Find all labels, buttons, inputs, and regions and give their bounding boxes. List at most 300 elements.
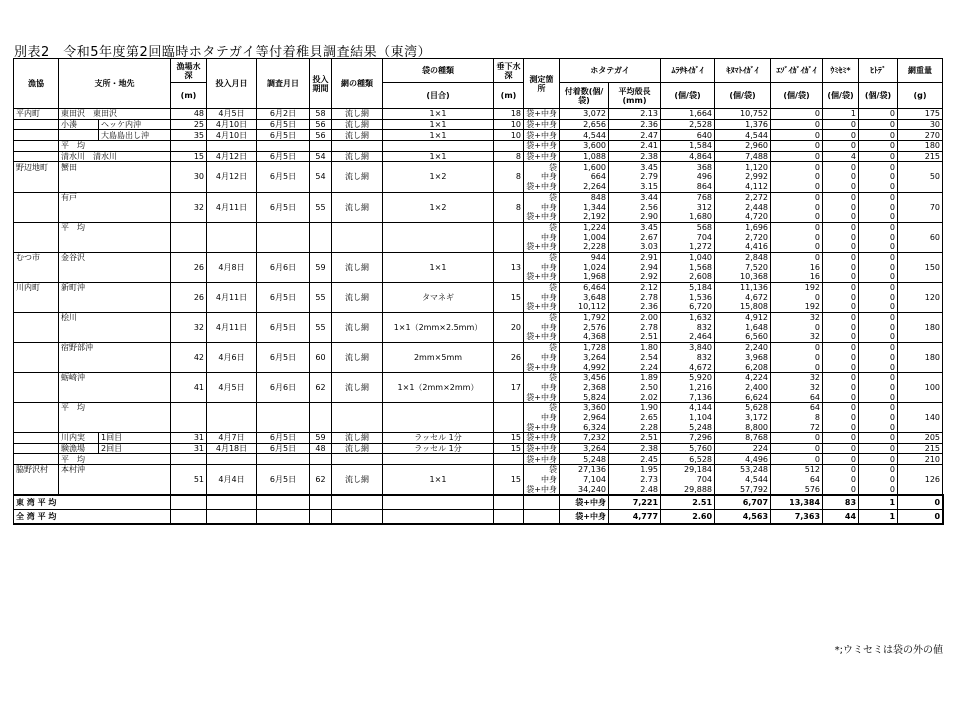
weight-cell xyxy=(898,484,943,495)
depth-cell: 26 xyxy=(171,262,207,272)
fishery-cell xyxy=(14,392,59,402)
kinmatoi-cell: 2,272 xyxy=(715,192,771,202)
length-cell: 2.51 xyxy=(661,495,715,510)
date-in-cell xyxy=(207,182,257,192)
branch-cell xyxy=(59,484,171,495)
murasaki-cell: 2,608 xyxy=(661,272,715,282)
hitode-cell: 0 xyxy=(859,222,898,232)
bag-cell: 1×1 xyxy=(383,109,494,120)
period-cell xyxy=(310,232,332,242)
period-cell: 58 xyxy=(310,109,332,120)
net-cell xyxy=(332,484,383,495)
length-cell: 2.65 xyxy=(609,413,661,423)
hitode-cell: 0 xyxy=(859,282,898,292)
length-cell: 2.78 xyxy=(609,292,661,302)
hang-depth-cell xyxy=(494,484,524,495)
bag-cell: 1×1 xyxy=(383,119,494,130)
depth-cell xyxy=(171,342,207,352)
period-cell xyxy=(310,392,332,402)
weight-cell xyxy=(898,402,943,412)
depth-cell xyxy=(171,212,207,222)
location-cell: 袋+中身 xyxy=(524,362,560,372)
bag-cell: タマネギ xyxy=(383,292,494,302)
table-row xyxy=(14,212,944,222)
umisemi-cell: 0 xyxy=(823,282,859,292)
murasaki-cell: 6,528 xyxy=(661,454,715,465)
length-cell: 1.89 xyxy=(609,372,661,382)
weight-cell: 50 xyxy=(898,172,943,182)
murasaki-cell: 1,040 xyxy=(661,252,715,262)
ezoiga-cell: 16 xyxy=(771,272,823,282)
header-unit-weight: (g) xyxy=(898,83,943,109)
ezoiga-cell: 0 xyxy=(771,212,823,222)
length-cell: 2.13 xyxy=(609,109,661,120)
count-cell: 10,112 xyxy=(560,302,609,312)
ezoiga-cell: 0 xyxy=(771,109,823,120)
hang-depth-cell: 17 xyxy=(494,383,524,393)
ezoiga-cell: 0 xyxy=(771,342,823,352)
branch-cell xyxy=(59,353,171,363)
depth-cell: 31 xyxy=(171,443,207,454)
ezoiga-cell: 0 xyxy=(771,252,823,262)
ezoiga-cell: 0 xyxy=(771,433,823,444)
branch-cell xyxy=(59,262,171,272)
bag-cell xyxy=(383,392,494,402)
depth-cell xyxy=(171,332,207,342)
depth-cell xyxy=(171,222,207,232)
empty-cell xyxy=(524,510,560,525)
location-cell: 中身 xyxy=(524,292,560,302)
length-cell: 1.90 xyxy=(609,402,661,412)
murasaki-cell: 5,920 xyxy=(661,372,715,382)
net-cell: 流し網 xyxy=(332,475,383,485)
umisemi-cell: 0 xyxy=(823,272,859,282)
period-cell: 55 xyxy=(310,202,332,212)
kinmatoi-cell: 1,696 xyxy=(715,222,771,232)
bag-cell: 1×1（2mm×2.5mm） xyxy=(383,322,494,332)
date-in-cell xyxy=(207,232,257,242)
bag-cell xyxy=(383,222,494,232)
ezoiga-cell: 8 xyxy=(771,413,823,423)
bag-cell: 2mm×5mm xyxy=(383,353,494,363)
hang-depth-cell xyxy=(494,272,524,282)
depth-cell: 41 xyxy=(171,383,207,393)
length-cell: 2.00 xyxy=(609,312,661,322)
date-survey-cell xyxy=(257,454,310,465)
location-cell: 袋+中身 xyxy=(524,332,560,342)
location-cell: 袋+中身 xyxy=(524,272,560,282)
date-in-cell: 4月10日 xyxy=(207,119,257,130)
table-row xyxy=(14,109,944,120)
murasaki-cell: 1,536 xyxy=(661,292,715,302)
period-cell xyxy=(310,141,332,152)
date-survey-cell xyxy=(257,162,310,172)
location-cell: 袋+中身 xyxy=(524,454,560,465)
empty-cell xyxy=(257,510,310,525)
date-survey-cell: 6月5日 xyxy=(257,151,310,162)
weight-cell xyxy=(898,252,943,262)
fishery-cell xyxy=(14,202,59,212)
ezoiga-cell: 32 xyxy=(771,383,823,393)
kinmatoi-cell: 53,248 xyxy=(715,465,771,475)
length-cell: 2.41 xyxy=(609,141,661,152)
net-cell: 流し網 xyxy=(332,151,383,162)
length-cell: 2.38 xyxy=(609,151,661,162)
empty-cell xyxy=(171,495,207,510)
hitode-cell: 0 xyxy=(859,465,898,475)
length-cell: 2.24 xyxy=(609,362,661,372)
date-in-cell: 4月4日 xyxy=(207,475,257,485)
fishery-cell xyxy=(14,222,59,232)
hitode-cell: 0 xyxy=(859,362,898,372)
branch-cell xyxy=(59,272,171,282)
ezoiga-cell: 0 xyxy=(771,222,823,232)
date-survey-cell xyxy=(257,362,310,372)
branch-cell: 蛎崎沖 xyxy=(59,372,171,382)
date-in-cell xyxy=(207,312,257,322)
date-in-cell xyxy=(207,454,257,465)
branch-cell: 験漁場 xyxy=(59,443,99,454)
hang-depth-cell xyxy=(494,372,524,382)
fishery-cell xyxy=(14,272,59,282)
date-in-cell xyxy=(207,212,257,222)
bag-cell xyxy=(383,413,494,423)
ezoiga-cell: 83 xyxy=(823,495,859,510)
fishery-cell: 川内町 xyxy=(14,282,59,292)
branch-cell xyxy=(59,332,171,342)
length-cell: 1.95 xyxy=(609,465,661,475)
hitode-cell: 0 xyxy=(859,342,898,352)
location-cell: 袋 xyxy=(524,372,560,382)
net-cell: 流し網 xyxy=(332,292,383,302)
table-row xyxy=(14,141,944,152)
date-survey-cell xyxy=(257,422,310,432)
fishery-cell xyxy=(14,443,59,454)
hang-depth-cell xyxy=(494,212,524,222)
murasaki-cell: 1,568 xyxy=(661,262,715,272)
date-survey-cell xyxy=(257,413,310,423)
period-cell xyxy=(310,413,332,423)
hitode-cell: 0 xyxy=(859,302,898,312)
period-cell: 56 xyxy=(310,130,332,141)
depth-cell xyxy=(171,242,207,252)
ezoiga-cell: 0 xyxy=(771,151,823,162)
count-cell: 34,240 xyxy=(560,484,609,495)
depth-cell xyxy=(171,422,207,432)
location-cell: 袋+中身 xyxy=(524,242,560,252)
table-row xyxy=(14,292,944,302)
weight-cell: 150 xyxy=(898,262,943,272)
branch-cell xyxy=(59,322,171,332)
weight-cell: 215 xyxy=(898,151,943,162)
count-cell: 7,221 xyxy=(609,495,661,510)
location-cell: 中身 xyxy=(524,475,560,485)
bag-cell: 1×2 xyxy=(383,202,494,212)
depth-cell xyxy=(171,252,207,262)
murasaki-cell: 7,136 xyxy=(661,392,715,402)
location-cell: 袋+中身 xyxy=(524,119,560,130)
umisemi-cell: 0 xyxy=(823,443,859,454)
header-location: 測定箇所 xyxy=(524,59,560,109)
header-scallop: ホタテガイ xyxy=(560,59,661,83)
hang-depth-cell xyxy=(494,402,524,412)
ezoiga-cell: 0 xyxy=(771,292,823,302)
bag-cell: 1×1 xyxy=(383,475,494,485)
umisemi-cell: 0 xyxy=(823,484,859,495)
weight-cell xyxy=(943,495,944,510)
kinmatoi-cell: 2,240 xyxy=(715,342,771,352)
hang-depth-cell: 20 xyxy=(494,322,524,332)
hang-depth-cell xyxy=(494,332,524,342)
location-cell: 袋+中身 xyxy=(524,182,560,192)
branch-cell: 平 均 xyxy=(59,222,171,232)
bag-cell: 1×1 xyxy=(383,151,494,162)
period-cell: 62 xyxy=(310,383,332,393)
date-survey-cell: 6月5日 xyxy=(257,475,310,485)
date-in-cell: 4月12日 xyxy=(207,172,257,182)
kinmatoi-cell: 8,800 xyxy=(715,422,771,432)
kinmatoi-cell: 2,960 xyxy=(715,141,771,152)
ezoiga-cell: 0 xyxy=(771,232,823,242)
hitode-cell: 0 xyxy=(859,119,898,130)
weight-cell: 30 xyxy=(898,119,943,130)
header-length: 平均殻長(mm) xyxy=(609,83,661,109)
umisemi-cell: 1 xyxy=(859,510,898,525)
hang-depth-cell: 26 xyxy=(494,353,524,363)
footnote: *;ウミセミは袋の外の値 xyxy=(834,645,943,656)
weight-cell: 215 xyxy=(898,443,943,454)
bag-cell xyxy=(383,212,494,222)
period-cell xyxy=(310,242,332,252)
depth-cell: 35 xyxy=(171,130,207,141)
ezoiga-cell: 0 xyxy=(771,192,823,202)
fishery-cell xyxy=(14,242,59,252)
count-cell: 1,600 xyxy=(560,162,609,172)
empty-cell xyxy=(207,510,257,525)
umisemi-cell: 0 xyxy=(823,402,859,412)
depth-cell xyxy=(171,392,207,402)
location-cell: 袋 xyxy=(524,222,560,232)
table-row xyxy=(14,362,944,372)
header-kinmatoi: ｷﾇﾏﾄｲｶﾞｲ xyxy=(715,59,771,83)
murasaki-cell: 29,184 xyxy=(661,465,715,475)
count-cell: 1,004 xyxy=(560,232,609,242)
hang-depth-cell xyxy=(494,252,524,262)
ezoiga-cell: 0 xyxy=(771,202,823,212)
hang-depth-cell xyxy=(494,282,524,292)
date-in-cell: 4月11日 xyxy=(207,322,257,332)
kinmatoi-cell: 4,544 xyxy=(715,130,771,141)
ezoiga-cell: 0 xyxy=(771,182,823,192)
kinmatoi-cell: 10,752 xyxy=(715,109,771,120)
ezoiga-cell: 192 xyxy=(771,302,823,312)
kinmatoi-cell: 7,520 xyxy=(715,262,771,272)
bag-cell: ラッセル 1分 xyxy=(383,433,494,444)
hang-depth-cell: 15 xyxy=(494,443,524,454)
branch-cell: 有戸 xyxy=(59,192,171,202)
length-cell: 3.45 xyxy=(609,222,661,232)
kinmatoi-cell: 6,624 xyxy=(715,392,771,402)
bag-cell xyxy=(383,402,494,412)
fishery-cell xyxy=(14,151,59,162)
fishery-cell xyxy=(14,484,59,495)
weight-cell: 180 xyxy=(898,322,943,332)
bag-cell xyxy=(383,162,494,172)
murasaki-cell: 832 xyxy=(661,322,715,332)
header-date-survey: 調査月日 xyxy=(257,59,310,109)
murasaki-cell: 6,707 xyxy=(715,495,771,510)
table-row xyxy=(14,119,944,130)
ezoiga-cell: 0 xyxy=(771,322,823,332)
location-cell: 中身 xyxy=(524,232,560,242)
branch-cell xyxy=(59,130,99,141)
date-in-cell xyxy=(207,465,257,475)
location-cell: 袋+中身 xyxy=(524,302,560,312)
ezoiga-cell: 64 xyxy=(771,475,823,485)
net-cell: 流し網 xyxy=(332,443,383,454)
date-survey-cell xyxy=(257,312,310,322)
murasaki-cell: 704 xyxy=(661,232,715,242)
branch-cell xyxy=(59,292,171,302)
kinmatoi-cell: 4,672 xyxy=(715,292,771,302)
count-cell: 3,072 xyxy=(560,109,609,120)
count-cell: 6,324 xyxy=(560,422,609,432)
bag-cell: 1×2 xyxy=(383,172,494,182)
length-cell: 3.15 xyxy=(609,182,661,192)
depth-cell: 30 xyxy=(171,172,207,182)
date-in-cell: 4月18日 xyxy=(207,443,257,454)
umisemi-cell: 0 xyxy=(823,353,859,363)
kinmatoi-cell: 13,384 xyxy=(771,495,823,510)
depth-cell: 32 xyxy=(171,202,207,212)
depth-cell: 15 xyxy=(171,151,207,162)
fishery-cell xyxy=(14,402,59,412)
kinmatoi-cell: 8,768 xyxy=(715,433,771,444)
fishery-cell xyxy=(14,232,59,242)
date-in-cell xyxy=(207,342,257,352)
weight-cell xyxy=(898,192,943,202)
period-cell xyxy=(310,372,332,382)
umisemi-cell: 0 xyxy=(823,222,859,232)
bag-cell: 1×1（2mm×2mm） xyxy=(383,383,494,393)
period-cell xyxy=(310,484,332,495)
hitode-cell: 0 xyxy=(859,443,898,454)
kinmatoi-cell: 4,112 xyxy=(715,182,771,192)
weight-cell xyxy=(898,312,943,322)
hang-depth-cell xyxy=(494,312,524,322)
date-survey-cell xyxy=(257,182,310,192)
murasaki-cell: 832 xyxy=(661,353,715,363)
umisemi-cell: 0 xyxy=(823,252,859,262)
fishery-cell xyxy=(14,172,59,182)
net-cell xyxy=(332,302,383,312)
net-cell xyxy=(332,342,383,352)
location-cell: 中身 xyxy=(524,353,560,363)
date-in-cell: 4月5日 xyxy=(207,109,257,120)
net-cell: 流し網 xyxy=(332,383,383,393)
umisemi-cell: 0 xyxy=(823,362,859,372)
header-hitode: ﾋﾄﾃﾞ xyxy=(859,59,898,83)
bag-cell xyxy=(383,302,494,312)
header-depth-unit: (m) xyxy=(171,83,207,109)
period-cell: 48 xyxy=(310,443,332,454)
location-cell: 袋 xyxy=(524,192,560,202)
murasaki-cell: 312 xyxy=(661,202,715,212)
umisemi-cell: 0 xyxy=(823,322,859,332)
header-count: 付着数(個/袋) xyxy=(560,83,609,109)
location-cell: 袋+中身 xyxy=(524,141,560,152)
net-cell: 流し網 xyxy=(332,433,383,444)
umisemi-cell: 0 xyxy=(823,302,859,312)
location-cell: 中身 xyxy=(524,413,560,423)
bag-cell xyxy=(383,312,494,322)
depth-cell: 48 xyxy=(171,109,207,120)
fishery-cell xyxy=(14,422,59,432)
fishery-cell xyxy=(14,362,59,372)
kinmatoi-cell: 11,136 xyxy=(715,282,771,292)
umisemi-cell: 0 xyxy=(823,192,859,202)
weight-cell: 100 xyxy=(898,383,943,393)
location-cell: 袋+中身 xyxy=(524,433,560,444)
murasaki-cell: 4,672 xyxy=(661,362,715,372)
umisemi-cell: 0 xyxy=(823,182,859,192)
hitode-cell: 0 xyxy=(859,332,898,342)
bag-cell xyxy=(383,422,494,432)
empty-cell xyxy=(332,495,383,510)
hitode-cell: 0 xyxy=(859,312,898,322)
kinmatoi-cell: 7,488 xyxy=(715,151,771,162)
date-in-cell xyxy=(207,372,257,382)
period-cell: 60 xyxy=(310,353,332,363)
murasaki-cell: 5,248 xyxy=(661,422,715,432)
net-cell xyxy=(332,465,383,475)
hitode-cell: 0 xyxy=(859,454,898,465)
weight-cell: 70 xyxy=(898,202,943,212)
date-survey-cell xyxy=(257,252,310,262)
ezoiga-cell: 32 xyxy=(771,312,823,322)
count-cell: 2,964 xyxy=(560,413,609,423)
bag-cell xyxy=(383,465,494,475)
table-row xyxy=(14,443,944,454)
date-in-cell xyxy=(207,484,257,495)
kinmatoi-cell: 3,968 xyxy=(715,353,771,363)
hang-depth-cell xyxy=(494,232,524,242)
date-survey-cell xyxy=(257,192,310,202)
net-cell: 流し網 xyxy=(332,202,383,212)
period-cell: 54 xyxy=(310,172,332,182)
bag-cell xyxy=(383,242,494,252)
weight-cell xyxy=(898,222,943,232)
date-in-cell: 4月11日 xyxy=(207,202,257,212)
bag-cell xyxy=(383,372,494,382)
period-cell xyxy=(310,182,332,192)
date-survey-cell: 6月5日 xyxy=(257,353,310,363)
bag-cell xyxy=(383,332,494,342)
count-cell: 5,248 xyxy=(560,454,609,465)
kinmatoi-cell: 7,363 xyxy=(771,510,823,525)
hang-depth-cell xyxy=(494,302,524,312)
bag-cell xyxy=(383,272,494,282)
table-row xyxy=(14,202,944,212)
net-cell: 流し網 xyxy=(332,353,383,363)
period-cell: 55 xyxy=(310,292,332,302)
weight-cell xyxy=(898,272,943,282)
weight-cell xyxy=(898,465,943,475)
date-survey-cell: 6月5日 xyxy=(257,130,310,141)
net-cell xyxy=(332,212,383,222)
depth-cell xyxy=(171,141,207,152)
length-cell: 2.51 xyxy=(609,433,661,444)
